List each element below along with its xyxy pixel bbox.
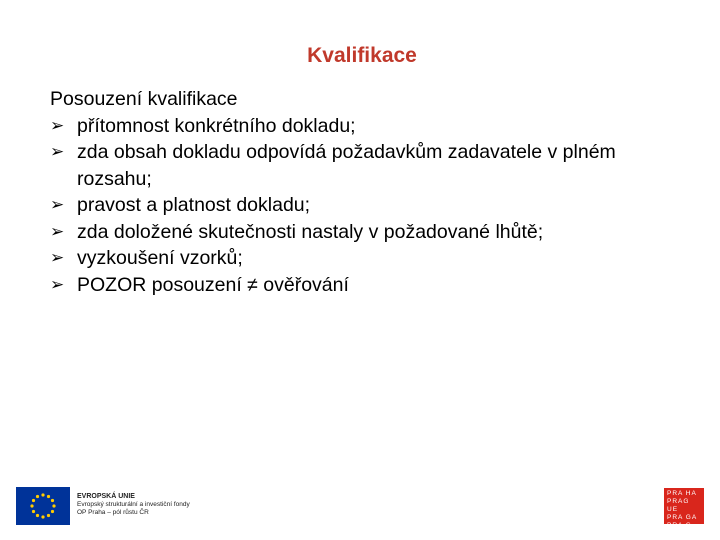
list-item: ➢ zda obsah dokladu odpovídá požadavkům zadavatele v plném rozsahu;: [50, 141, 616, 190]
list-item: ➢ zda doložené skutečnosti nastaly v požadované lhůtě;: [50, 219, 690, 246]
arrowhead-icon: ➢: [50, 115, 65, 136]
arrowhead-icon: ➢: [50, 248, 65, 268]
arrowhead-icon: ➢: [50, 142, 65, 162]
arrowhead-icon: ➢: [50, 195, 65, 215]
list-item: ➢ POZOR posouzení ≠ ověřování: [50, 272, 690, 299]
arrowhead-icon: ➢: [50, 274, 65, 295]
eu-logo: [16, 487, 190, 525]
list-item: ➢ vyzkoušení vzorků;: [50, 245, 690, 272]
praha-logo: PRA HA PRAG UE PRA GA PRA G: [664, 488, 704, 524]
slide-content: [50, 86, 690, 298]
eu-logo-text: EVROPSKÁ UNIE Evropský strukturální a investiční fondy OP Praha – pól růstu ČR: [77, 493, 190, 516]
list-item: ➢ přítomnost konkrétního dokladu;: [50, 113, 690, 140]
section-heading: Posouzení kvalifikace: [50, 88, 238, 110]
bullet-list: [50, 113, 690, 299]
list-item: ➢ pravost a platnost dokladu;: [50, 192, 690, 219]
slide-title: Kvalifikace: [307, 44, 417, 67]
arrowhead-icon: ➢: [50, 221, 65, 242]
eu-stars: [16, 487, 70, 525]
eu-flag-icon: [16, 487, 70, 525]
